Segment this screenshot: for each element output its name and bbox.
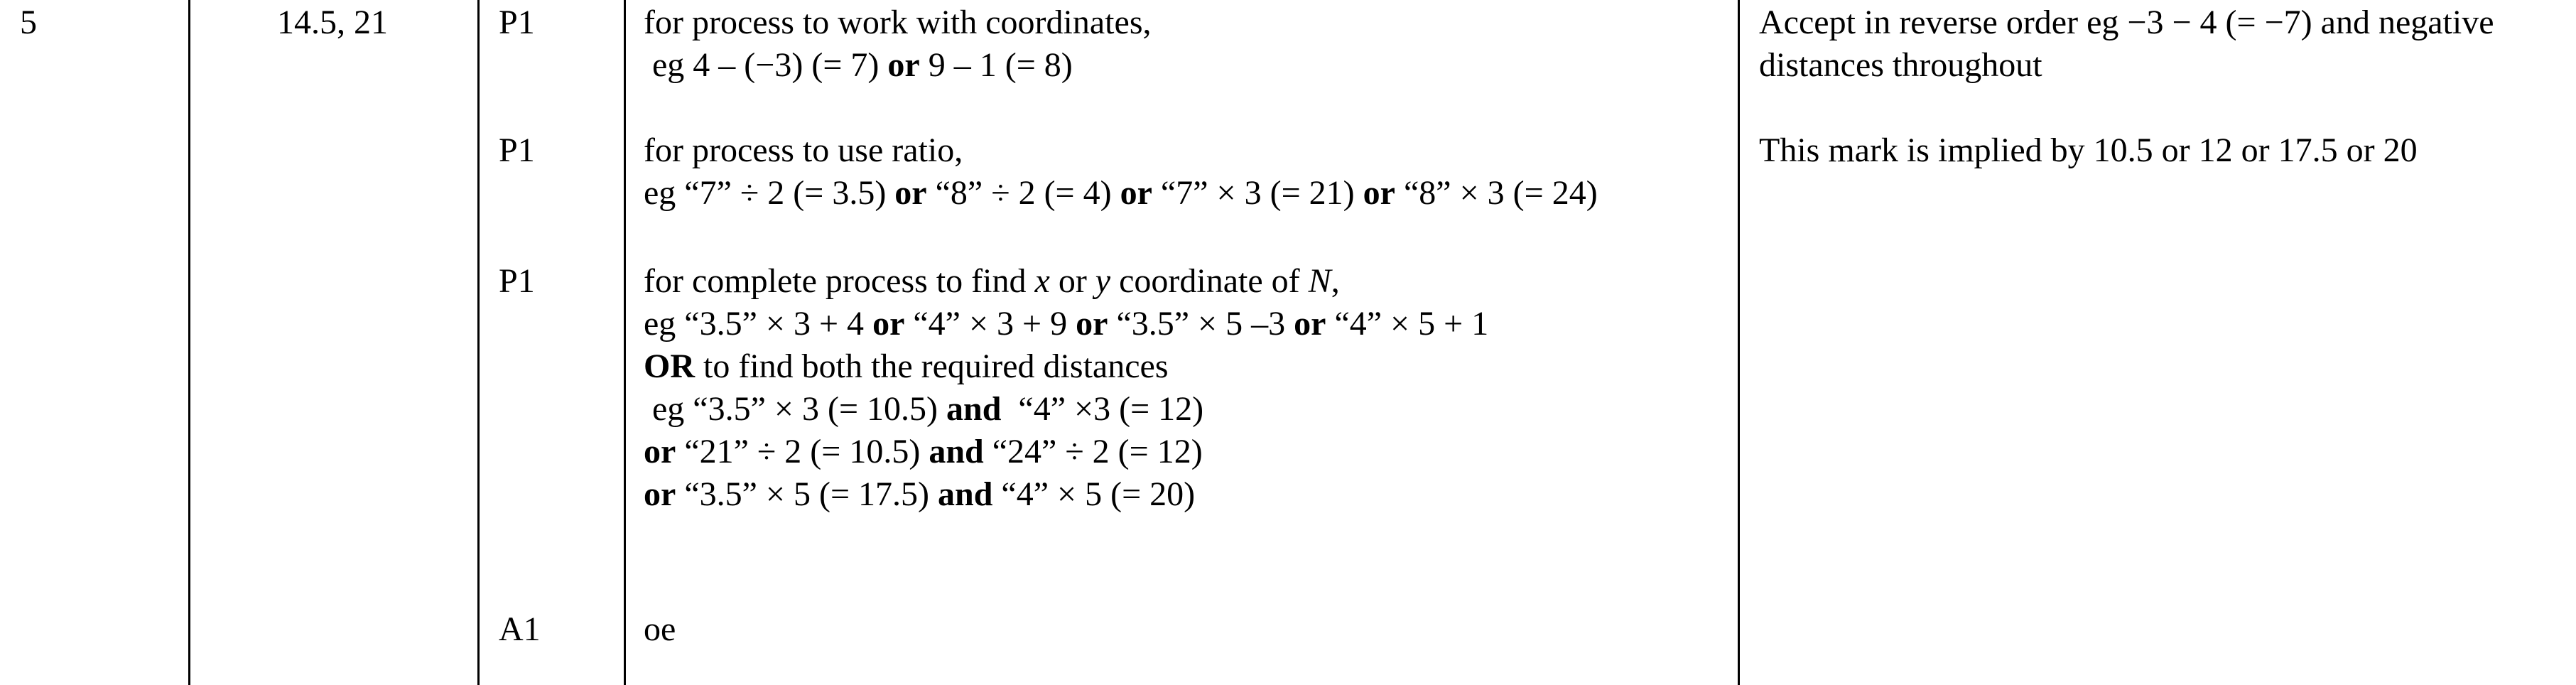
text-run: “24” ÷ 2 (= 12) bbox=[983, 433, 1203, 470]
text-line bbox=[644, 473, 1488, 516]
text-line bbox=[644, 172, 1598, 215]
bold-keyword: or bbox=[644, 433, 676, 470]
text-run: “3.5” × 5 –3 bbox=[1108, 305, 1294, 342]
text-run: eg 4 – (−3) (= 7) bbox=[644, 46, 888, 84]
italic-variable: y bbox=[1095, 262, 1111, 300]
column-divider bbox=[188, 0, 190, 685]
text-run: for complete process to find bbox=[644, 262, 1035, 300]
text-run: “4” ×3 (= 12) bbox=[1001, 390, 1204, 428]
bold-keyword: and bbox=[946, 390, 1002, 428]
text-run: Accept in reverse order eg −3 − 4 (= −7) and negative bbox=[1759, 4, 2494, 41]
bold-keyword: or bbox=[872, 305, 905, 342]
text-line bbox=[644, 1, 1152, 44]
text-run: 9 – 1 (= 8) bbox=[919, 46, 1073, 84]
working-text bbox=[644, 129, 1598, 215]
text-run: for process to work with coordinates, bbox=[644, 4, 1152, 41]
text-run: or bbox=[1049, 262, 1095, 300]
mark-code: A1 bbox=[499, 610, 541, 648]
text-run: “8” × 3 (= 24) bbox=[1395, 174, 1598, 212]
text-run: eg “3.5” × 3 (= 10.5) bbox=[644, 390, 947, 428]
mark-code: P1 bbox=[499, 131, 535, 169]
text-line bbox=[644, 260, 1488, 303]
text-line bbox=[644, 431, 1488, 473]
bold-keyword: and bbox=[938, 475, 993, 513]
bold-keyword: and bbox=[929, 433, 984, 470]
text-line bbox=[644, 303, 1488, 345]
column-divider bbox=[624, 0, 626, 685]
text-line bbox=[1759, 129, 2418, 172]
notes-text bbox=[1759, 129, 2418, 172]
text-run: eg “3.5” × 3 + 4 bbox=[644, 305, 873, 342]
text-run: “21” ÷ 2 (= 10.5) bbox=[676, 433, 929, 470]
bold-keyword: OR bbox=[644, 347, 695, 385]
text-run: for process to use ratio, bbox=[644, 131, 963, 169]
text-line bbox=[644, 388, 1488, 431]
bold-keyword: or bbox=[1363, 174, 1395, 212]
bold-keyword: or bbox=[1076, 305, 1108, 342]
bold-keyword: or bbox=[894, 174, 927, 212]
italic-variable: x bbox=[1034, 262, 1050, 300]
working-text bbox=[644, 260, 1488, 516]
text-run: to find both the required distances bbox=[695, 347, 1169, 385]
working-text bbox=[644, 608, 676, 651]
text-run: oe bbox=[644, 610, 676, 648]
text-run: “4” × 5 (= 20) bbox=[992, 475, 1196, 513]
column-divider bbox=[477, 0, 480, 685]
text-run: “7” × 3 (= 21) bbox=[1152, 174, 1363, 212]
text-line bbox=[1759, 44, 2494, 87]
text-run: eg “7” ÷ 2 (= 3.5) bbox=[644, 174, 895, 212]
bold-keyword: or bbox=[887, 46, 920, 84]
text-run: distances throughout bbox=[1759, 46, 2042, 84]
bold-keyword: or bbox=[1120, 174, 1152, 212]
question-number: 5 bbox=[20, 4, 37, 41]
text-line bbox=[644, 608, 676, 651]
text-run: coordinate of bbox=[1110, 262, 1309, 300]
bold-keyword: or bbox=[644, 475, 676, 513]
text-run: “8” ÷ 2 (= 4) bbox=[926, 174, 1120, 212]
text-line bbox=[644, 129, 1598, 172]
italic-variable: N bbox=[1308, 262, 1331, 300]
text-run: “4” × 3 + 9 bbox=[904, 305, 1076, 342]
text-line bbox=[1759, 1, 2494, 44]
mark-code: P1 bbox=[499, 262, 535, 300]
working-text bbox=[644, 1, 1152, 87]
text-run: “4” × 5 + 1 bbox=[1326, 305, 1489, 342]
answer-value: 14.5, 21 bbox=[277, 4, 388, 41]
text-run: “3.5” × 5 (= 17.5) bbox=[676, 475, 938, 513]
notes-text bbox=[1759, 1, 2494, 87]
column-divider bbox=[1738, 0, 1740, 685]
text-run: , bbox=[1331, 262, 1340, 300]
text-run: This mark is implied by 10.5 or 12 or 17.5 or 20 bbox=[1759, 131, 2418, 169]
text-line bbox=[644, 44, 1152, 87]
mark-code: P1 bbox=[499, 4, 535, 41]
text-line bbox=[644, 345, 1488, 388]
bold-keyword: or bbox=[1294, 305, 1326, 342]
